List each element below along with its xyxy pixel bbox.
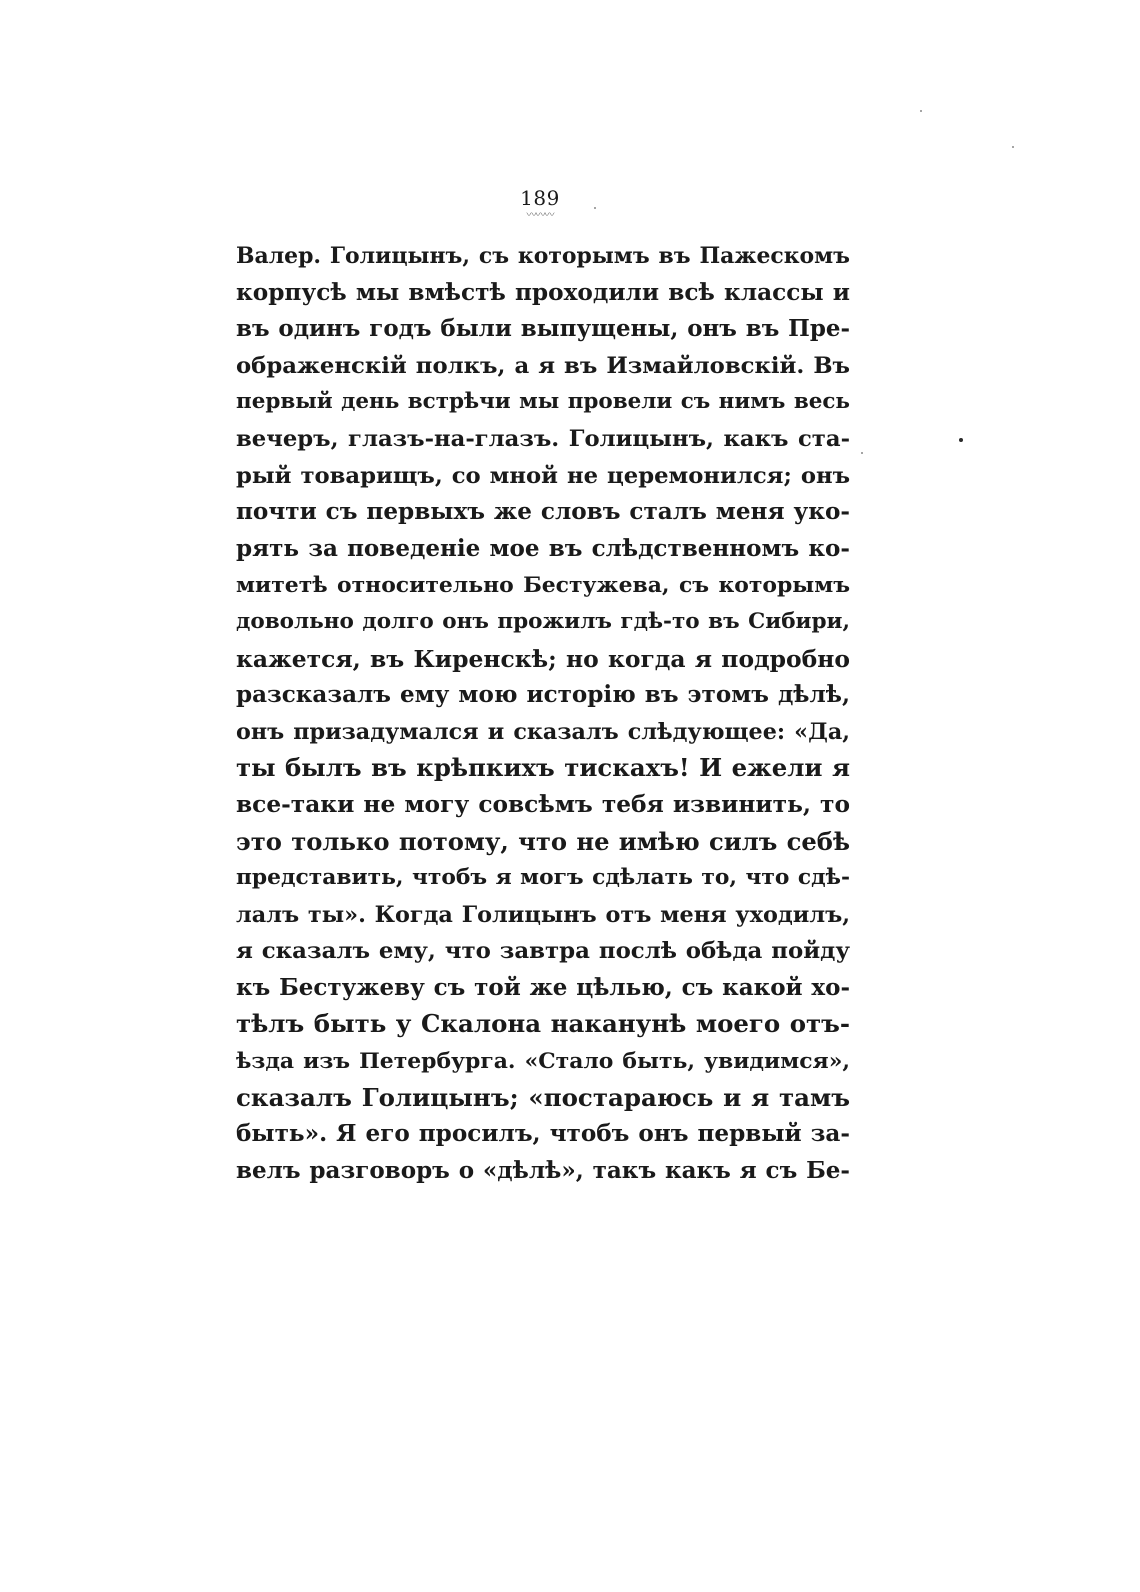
text-line: разсказалъ ему мою исторію въ этомъ дѣлѣ, (236, 681, 850, 709)
text-line: я сказалъ ему, что завтра послѣ обѣда пойду (236, 938, 850, 965)
scan-speck (594, 207, 596, 209)
scan-speck (920, 110, 922, 112)
text-line: первый день встрѣчи мы провели съ нимъ весь (236, 389, 850, 415)
text-line: онъ призадумался и сказалъ слѣдующее: «Да, (236, 718, 850, 745)
text-line: вечеръ, глазъ-на-глазъ. Голицынъ, какъ ста- (236, 425, 850, 452)
text-line: митетѣ относительно Бестужева, съ которымъ (236, 572, 850, 599)
scan-speck (959, 438, 963, 442)
text-line: это только потому, что не имѣю силъ себѣ (236, 826, 850, 856)
text-line: ображенскій полкъ, а я въ Измайловскій. Въ (236, 352, 850, 379)
text-line: рять за поведеніе мое въ слѣдственномъ ко- (236, 534, 850, 562)
text-line: все-таки не могу совсѣмъ тебя извинить, то (236, 790, 850, 818)
text-line: рый товарищъ, со мной не церемонился; онъ (236, 462, 850, 489)
text-line: ты былъ въ крѣпкихъ тискахъ! И ежели я (236, 753, 850, 783)
scan-speck (1012, 146, 1014, 148)
text-line: почти съ первыхъ же словъ сталъ меня уко- (236, 498, 850, 526)
text-line: корпусѣ мы вмѣстѣ проходили всѣ классы и (236, 278, 850, 306)
text-line: сказалъ Голицынъ; «постараюсь и я тамъ (236, 1082, 850, 1112)
page-number-ornament: 〰〰〰 (526, 210, 554, 221)
page-number: 189 (520, 186, 560, 210)
text-line: ѣзда изъ Петербурга. «Стало быть, увидимся», (236, 1048, 850, 1075)
text-line: представить, чтобъ я могъ сдѣлать то, что сдѣ- (236, 865, 850, 891)
scan-speck (861, 452, 863, 454)
text-line: Валер. Голицынъ, съ которымъ въ Пажескомъ (236, 243, 850, 269)
body-text (236, 238, 850, 1189)
text-line: лалъ ты». Когда Голицынъ отъ меня уходилъ, (236, 901, 850, 928)
text-line: довольно долго онъ прожилъ гдѣ-то въ Сибири, (236, 608, 850, 634)
text-line: тѣлъ быть у Скалона наканунѣ моего отъ- (236, 1009, 850, 1039)
text-line: въ одинъ годъ были выпущены, онъ въ Пре- (236, 315, 850, 343)
text-line: велъ разговоръ о «дѣлѣ», такъ какъ я съ Бе- (236, 1156, 850, 1184)
text-line: къ Бестужеву съ той же цѣлью, съ какой хо- (236, 973, 850, 1001)
text-line: быть». Я его просилъ, чтобъ онъ первый за- (236, 1120, 850, 1148)
text-line: кажется, въ Киренскѣ; но когда я подробно (236, 644, 850, 673)
